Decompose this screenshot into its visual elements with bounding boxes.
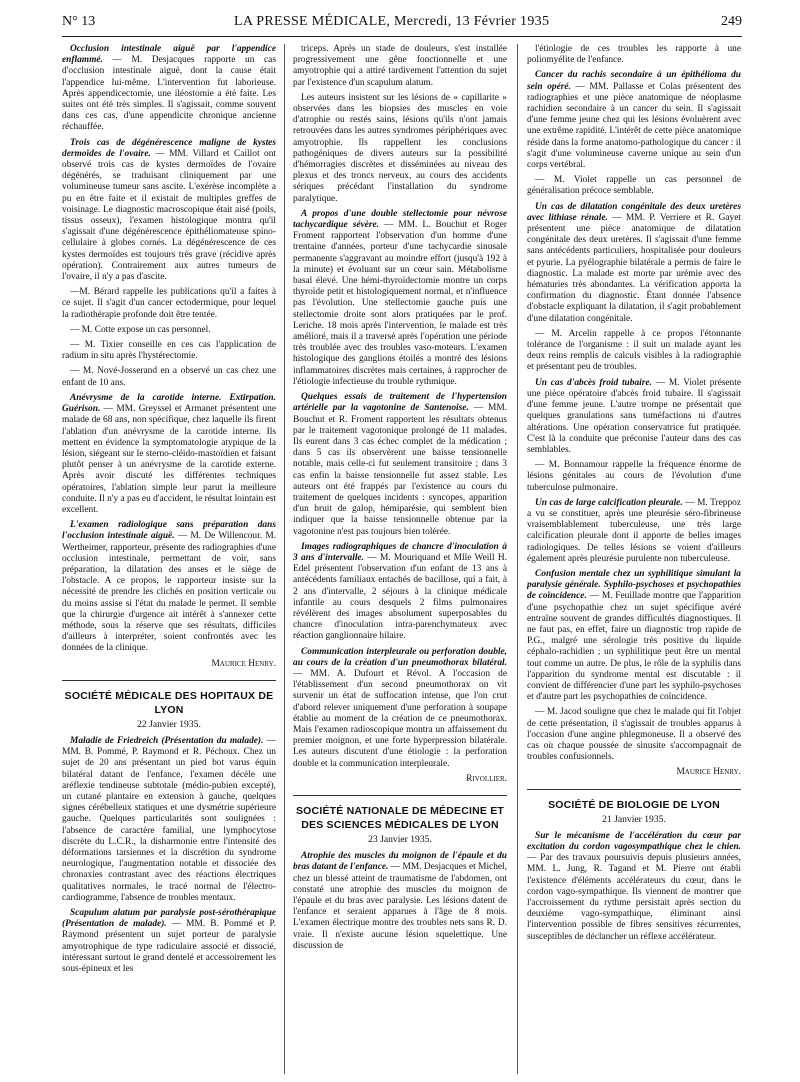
article-title: Sur le mécanisme de l'accélération du cœur par excitation du cordon vagosympathique chez le chien. xyxy=(527,830,741,852)
page-number: 249 xyxy=(721,14,742,29)
signature: Maurice Henry. xyxy=(211,658,276,669)
article-paragraph xyxy=(527,70,741,171)
article-paragraph xyxy=(62,340,276,362)
article-body: — M. Cotte expose un cas personnel. xyxy=(70,324,211,335)
col2-articles xyxy=(293,44,507,770)
column-1 xyxy=(62,44,276,1074)
article-paragraph xyxy=(293,647,507,770)
article-paragraph xyxy=(527,329,741,374)
article-body: — MM. P. Verriere et R. Gayet présentent une pièce anatomique de dilatation congénitale des deux uretères. Il s'agissait d'une femme sans antécédents particuliers, hospitalisée pour douleurs et pyurie. La pyélographie bilatérale a permis de faire le diagnostic. La malade est morte par urémie avec des hématuries très abondantes. La vérification apporta la confirmation du diagnostic. Étant donnée l'absence d'obstacle expliquant la dilatation, il s'agit probablement d'une dilatation congénitale. xyxy=(527,212,741,324)
article-title: Occlusion intestinale aiguë par l'appendice enflammé. xyxy=(62,44,276,66)
article-title: Atrophie des muscles du moignon de l'épaule et du bras datant de l'enfance. xyxy=(293,851,507,873)
article-paragraph xyxy=(62,366,276,388)
article-title: Trois cas de dégénérescence maligne de kystes dermoïdes de l'ovaire. xyxy=(62,137,276,159)
signature: Rivollier. xyxy=(466,773,507,784)
article-paragraph xyxy=(62,44,276,134)
article-paragraph xyxy=(527,175,741,197)
article-paragraph xyxy=(527,202,741,325)
col3-articles xyxy=(527,44,741,763)
article-body: —M. Bérard rappelle les publications qu'il a faites à ce sujet. Il s'agit d'un cancer ectodermique, pour lequel la radiothérapie profonde doit être tentée. xyxy=(62,287,276,320)
article-title: A propos d'une double stellectomie pour névrose tachycardique sévère. xyxy=(293,208,507,231)
article-body: — MM. Pallasse et Colas présentent des radiographies et une pièce anatomique de néoplasme rachidien secondaire à un cancer du sein. Il s'agissait d'une femme jeune chez qui les lésions évoluèrent avec une extrême rapidité. L'intérêt de cette pièce anatomique réside dans la forme anatomo-pathologique du cancer : il s'agit d'une volumineuse caverne unique au sein d'un corps vertébral. xyxy=(527,81,741,171)
article-body: triceps. Après un stade de douleurs, s'est installée progressivement une gêne fonctionnelle et une amyotrophie qui a attiré tardivement l'attention du sujet par l'existence d'un scapulum alatum. xyxy=(293,44,507,88)
article-title: Scapulum alatum par paralysie post-sérothérapique (Présentation de malade). xyxy=(62,908,276,930)
article-title: Cancer du rachis secondaire à un épithélioma du sein opéré. xyxy=(527,70,741,92)
article-paragraph xyxy=(293,209,507,388)
article-body: — M. Tixier conseille en ces cas l'application de radium in situ après l'hystérectomie. xyxy=(62,340,276,362)
article-title: Communication interpleurale ou perforation double, au cours de la création d'un pneumothorax bilatéral. xyxy=(293,646,507,668)
article-title: Un cas de dilatation congénitale des deux uretères avec lithiase rénale. xyxy=(527,201,741,223)
journal-title: LA PRESSE MÉDICALE, Mercredi, 13 Février 1935 xyxy=(234,14,550,29)
article-title: Maladie de Friedreich (Présentation du malade). xyxy=(70,735,264,746)
article-paragraph xyxy=(293,392,507,538)
article-body: — MM. Greyssel et Armanet présentent une malade de 68 ans, non spécifique, chez laquelle ils firent l'ablation d'un anévrysme de la carotide interne. Ils mettent en évidence la symptomatologie atypique de la lésion, siégeant sur le sterno-cléido-mastoïdien et faisant plutôt penser à un anévrysme de la carotide externe. Après avoir discuté les différentes techniques opératoires, l'ablation simple leur parut la meilleure conduite. Il n'y a pas eu d'accident, le résultat lointain est excellent. xyxy=(62,404,276,515)
society-title: SOCIÉTÉ DE BIOLOGIE DE LYON xyxy=(527,789,741,812)
article-body: — MM. Villard et Caillot ont observé trois cas de kystes dermoïdes de l'ovaire dégénérés, se traduisant cliniquement par une volumineuse tumeur sans ascite. L'exérèse incomplète a pu en être faite et il existait de multiples greffes de voisinage. Le diagnostic macroscopique était aisé (poils, tissus osseux), l'examen histologique montra qu'il s'agissait d'une dégénérescence épithéliomateuse spino-cellulaire à globes cornés. La dégénérescence de ces kystes dermoïdes est toujours très grave (récidive après opération). Contrairement aux autres tumeurs de l'ovaire, il n'y a pas d'ascite. xyxy=(62,148,276,283)
article-body: — M. Violet présente une pièce opératoire d'abcès froid tubaire. Il s'agissait d'une femme jeune. L'autre trompe ne présentait que quelques granulations sans tuméfactions ni d'autres altérations. Une opération conservatrice fut pratiquée. C'est là la conduite que préconise l'auteur dans des cas semblables. xyxy=(527,377,741,455)
article-paragraph xyxy=(293,44,507,89)
column-divider xyxy=(284,44,285,1074)
article-body: — M. Jacod souligne que chez le malade qui fit l'objet de cette présentation, il s'agissait de troubles apparus à l'occasion d'une angine phlegmoneuse. Il a observé des cas où chaque poussée de sinusite s'accompagnait de troubles confusionnels. xyxy=(527,707,741,763)
society-date: 22 Janvier 1935. xyxy=(137,718,201,730)
article-body: — M. Bonnamour rappelle la fréquence énorme de lésions génitales au cours de l'évolution d'une tuberculose pulmonaire. xyxy=(527,460,741,493)
article-paragraph xyxy=(62,520,276,654)
article-paragraph xyxy=(293,93,507,205)
column-2 xyxy=(293,44,507,1074)
article-body: — M. Arcelin rappelle à ce propos l'étonnante tolérance de l'organisme : il suit un malade ayant les deux reins remplis de calculs visibles à la radiographie et présentant peu de troubles. xyxy=(527,328,741,373)
article-paragraph xyxy=(62,908,276,975)
article-title: Un cas de large calcification pleurale. xyxy=(535,497,683,508)
signature: Maurice Henry. xyxy=(676,767,741,778)
article-body: l'étiologie de ces troubles les rapporte à une poliomyélite de l'enfance. xyxy=(527,44,741,66)
article-paragraph xyxy=(527,378,741,456)
article-paragraph xyxy=(62,736,276,904)
article-paragraph xyxy=(62,393,276,516)
article-paragraph xyxy=(527,831,741,943)
article-title: Images radiographiques de chancre d'inoculation à 3 ans d'intervalle. xyxy=(293,541,507,563)
col1b-articles xyxy=(62,736,276,975)
article-body: — MM. Bouchut et R. Froment rapportent les résultats obtenus par le traitement vagotonique prolongé de 11 malades. Ils eurent dans 3 cas échec complet de la médication ; dans 5 cas ils observèrent une baisse tensionnelle notable, mais celle-ci fut seulement transitoire ; dans 3 cas enfin la baisse tensionnelle fut assez stable. Les auteurs ont été frappés par l'existence au cours du traitement de quelques incidents : syncopes, apparition d'un bruit de galop, hémiparésie, qui semblent bien indiquer que la baisse tensionnelle obtenue par la vagotonine n'est pas toujours bien tolérée. xyxy=(293,403,507,537)
col1-articles xyxy=(62,44,276,655)
article-paragraph xyxy=(527,707,741,763)
column-3 xyxy=(527,44,741,1074)
article-body: — M. Violet rappelle un cas personnel de généralisation précoce semblable. xyxy=(527,175,741,197)
article-title: Un cas d'abcès froid tubaire. xyxy=(535,377,652,388)
header-rule xyxy=(62,36,742,37)
article-paragraph xyxy=(62,287,276,321)
article-paragraph xyxy=(62,325,276,336)
article-title: Anévrysme de la carotide interne. Extirpation. Guérison. xyxy=(62,392,276,415)
article-body: — M. Nové-Josserand en a observé un cas chez une enfant de 10 ans. xyxy=(62,366,276,388)
article-body: — M. Treppoz a vu se constituer, après une pleurésie séro-fibrineuse vraisemblablement tuberculeuse, une très large calcification pleurale dont il apporte de belles images radiologiques. De telles lésions se voient d'ailleurs également après pleurésie purulente non tuberculeuse. xyxy=(527,497,741,564)
article-paragraph xyxy=(527,569,741,703)
issue-number: N° 13 xyxy=(62,14,96,29)
article-title: Confusion mentale chez un syphilitique simulant la paralysie générale. Syphilo-psychoses et psychopathies de coïncidence. xyxy=(527,568,741,602)
article-paragraph xyxy=(293,542,507,643)
article-paragraph xyxy=(293,851,507,952)
article-title: Quelques essais de traitement de l'hypertension artérielle par la vagotonine de Santenoise. xyxy=(293,392,507,414)
article-body: — M. Mouriquand et Mlle Weill H. Edel présentent l'observation d'un enfant de 13 ans à antécédents familiaux entachés de bacillose, qui a fait, à 2 ans d'intervalle, 2 séjours à la clinique médicale infantile au cours desquels 2 films pulmonaires révélèrent des images absolument superposables du chancre d'inoculation intra-parenchymateux avec réaction ganglionnaire hilaire. xyxy=(293,552,507,642)
article-body: — Par des travaux poursuivis depuis plusieurs années, MM. L. Jung, R. Tagand et M. Pierre ont établi l'existence d'éléments accélérateurs du cœur, dans le cordon vago-sympathique. Ils viennent de montrer que l'accroissement du rythme persistait après section du deuxième vago-sympathique, éliminant ainsi l'intervention possible de fibres sensitives récurrentes, susceptibles de déclancher un réflexe accélérateur. xyxy=(527,853,741,942)
article-body: — MM. A. Dufourt et Révol. A l'occasion de l'établissement d'un second pneumothorax on vit survenir un état de suffocation intense, que l'on crut d'abord relever uniquement d'une perforation à soupape établie au moment de la création de ce pneumothorax. Mais l'examen radioscopique montra un affaissement du premier moignon, et une forte hyperpression bilatérale. Les auteurs discutent d'une étiologie : la perforation double et la communication interpleurale. xyxy=(293,668,507,769)
article-body: — M. Desjacques rapporte un cas d'occlusion intestinale aiguë, dont la cause était l'appendice lui-même. L'intervention fut laborieuse. Après appendicectomie, une iléostomie a été faite. Les suites ont été très simples. Il s'agissait, comme souvent dans ces cas, d'une appendicite chronique ancienne réchauffée. xyxy=(62,55,276,133)
article-body: — MM. L. Bouchut et Roger Froment rapportent l'observation d'un homme d'une trentaine d'années, porteur d'une tachycardie sinusale permanente s'aggravant au moindre effort (jusqu'à 192 à la minute) et évoluant sur un cœur sain. Métabolisme basal élevé. Une hémi-thyroïdectomie montre un corps thyroïde petit et histologiquement normal, et n'influence pas l'évolution. Une stellectomie gauche puis une stellectomie droite sont alors pratiquées par le prof. Leriche. 18 mois après l'intervention, le malade est très amélioré, mais il a traversé après l'opération une période très troublée avec des troubles vaso-moteurs. L'examen histologique des ganglions étoilés a montré des lésions inflammatoires discrètes mais certaines, à rapprocher de l'étiologie infectieuse du trouble rythmique. xyxy=(293,220,507,387)
article-paragraph xyxy=(527,498,741,565)
article-paragraph xyxy=(62,138,276,284)
column-divider xyxy=(517,44,518,1074)
article-title: L'examen radiologique sans préparation dans l'occlusion intestinale aiguë. xyxy=(62,520,276,542)
article-body: — MM. Desjacques et Michel, chez un blessé atteint de traumatisme de l'abdomen, ont constaté une atrophie des muscles du moignon de l'épaule et du bras avec paralysie. Les lésions datent de l'enfance et seraient apparues à l'âge de 8 mois. L'examen électrique montre des troubles nets sans R. D. vraie. Il n'existe aucune lésion squelettique. Une discussion de xyxy=(293,862,507,951)
society-date: 23 Janvier 1935. xyxy=(368,834,432,845)
society-title: SOCIÉTÉ MÉDICALE DES HOPITAUX DE LYON xyxy=(62,680,276,717)
article-body: — MM. B. Pommé et P. Raymond présentent un sujet porteur de paralysie amyotrophique de type radiculaire associé et dissocié, intéressant surtout le grand dentelé et accessoirement les sous-épineux et les xyxy=(62,919,276,975)
society-date: 21 Janvier 1935. xyxy=(602,813,666,825)
article-body: — M. De Willencour. M. Wertheimer, rapporteur, présente des radiographies d'une occlusion intestinale, permettant de voir, sans préparation, la dilatation des anses et le siège de l'obstacle. A ce propos, le rapporteur insiste sur la nécessité de prendre les clichés en position verticale ou du moins assise si l'état du malade le permet. Il semble que la chirurgie d'urgence ait intérêt à s'annexer cette méthode, sous la réserve que ses résultats, difficiles d'ailleurs à interpréter, soient confrontés avec les données de la clinique. xyxy=(62,531,276,654)
article-body: — MM. B. Pommé, P. Raymond et R. Péchoux. Chez un sujet de 20 ans présentant un pied bot varus équin bilatéral datant de l'enfance, l'examen décèle une aréflexie tendineuse subtotale (médio-pubien excepté), un cutané plantaire en extension à gauche, quelques signes cérébelleux statiques et une dysmétrie supérieure gauche. Quelques particularités sont soulignées : l'absence de caractère familial, une lymphocytose discrète du L.C.R., la disharmonie entre l'intensité des déformations tarsiennes et la discrétion du syndrome neurologique, l'augmentation notable et dissociée des chronaxies contrastant avec des réactions électriques qualitatives normales, le tracé normal de l'électro-cardiogramme, l'absence de troubles mentaux. xyxy=(62,735,276,903)
col2b-articles xyxy=(293,851,507,952)
article-paragraph xyxy=(527,44,741,66)
article-paragraph xyxy=(527,460,741,494)
article-body: — M. Feuillade montre que l'apparition d'une psychopathie chez un sujet spécifique avéré entraîne souvent de grandes difficultés diagnostiques. Il ne faut pas, en effet, faire un diagnostic trop rapide de P.G., malgré une sérologie très positive du liquide céphalo-rachidien ; un syphilitique peut être un mental tout comme un autre. De plus, le rôle de la syphilis dans l'apparition du syndrome mental est discutable : il convient de différencier d'une part les syphilo-psychoses et d'autre part les psychopathies de coïncidence. xyxy=(527,591,741,703)
col3b-articles xyxy=(527,831,741,943)
article-body: Les auteurs insistent sur les lésions de « capillarite » observées dans les biopsies des muscles en voie d'atrophie ou restés sains, lésions qu'ils n'ont jamais retrouvées dans les autres syndromes périphériques avec amyotrophie. Ils rappellent les conclusions pathogéniques de divers auteurs sur la possibilité d'hémorragies discrètes et disséminées au niveau des plexus et des troncs nerveux, au cours des accidents sériques précédant l'installation du syndrome paralytique. xyxy=(293,92,507,204)
society-title: SOCIÉTÉ NATIONALE DE MÉDECINE ET DES SCIENCES MÉDICALES DE LYON xyxy=(293,795,507,832)
page-header xyxy=(62,14,742,36)
